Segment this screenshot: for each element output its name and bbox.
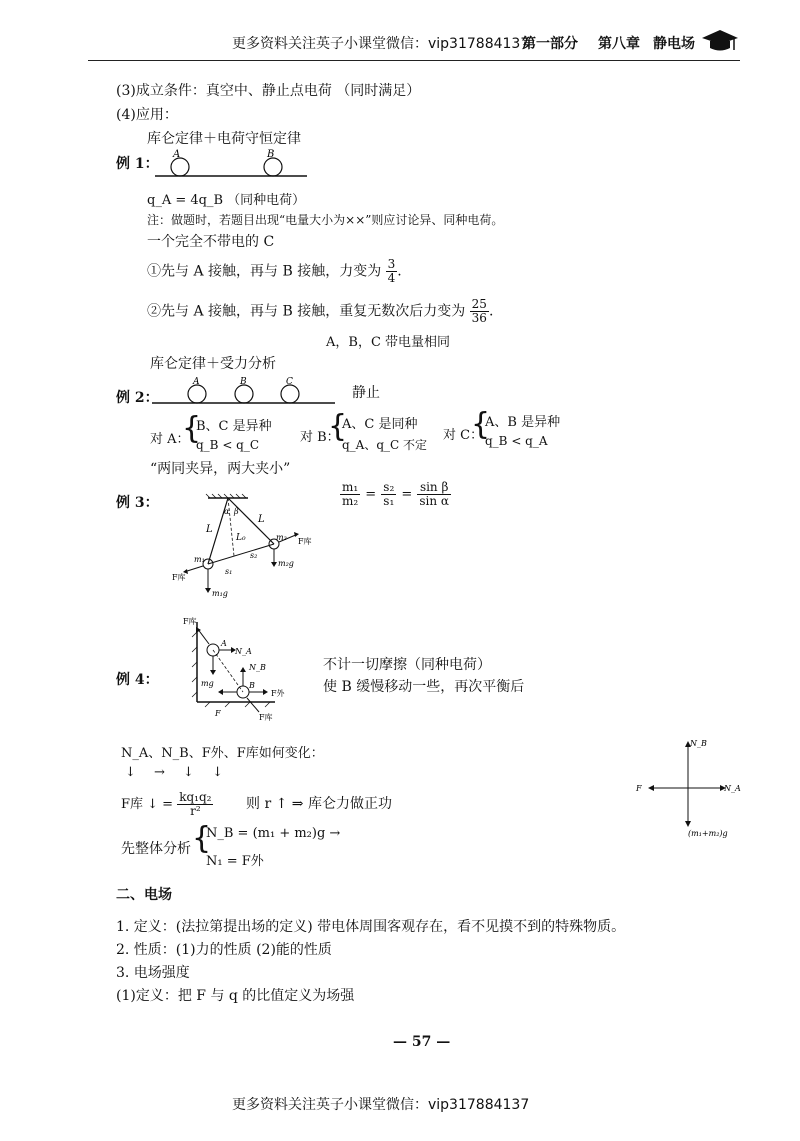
svg-text:F库: F库: [183, 617, 197, 626]
svg-text:F库: F库: [172, 573, 186, 582]
example-4-then: 则 r ↑ ⇒ 库仑力做正功: [246, 796, 392, 812]
svg-text:β: β: [234, 507, 239, 516]
step2-text: ②先与 A 接触，再与 B 接触，重复无数次后力变为: [147, 303, 466, 320]
example-4-na: N₁ = F外: [206, 854, 264, 869]
header-watermark: 更多资料关注英子小课堂微信：vip317884137: [232, 36, 530, 52]
ex1-ball-b-label: B: [267, 149, 275, 160]
example-1-step2: ②先与 A 接触，再与 B 接触，重复无数次后力变为 $\frac{25}{36}$ .: [147, 297, 494, 325]
header-chapter: 第八章: [598, 36, 640, 52]
brace-a: {: [182, 411, 202, 446]
example-1-equation: q_A = 4q_B （同种电荷）: [147, 193, 306, 208]
example-4-arrows: ↓ → ↓ ↓: [125, 765, 223, 780]
example-4-label: 例 4：: [116, 672, 159, 688]
svg-text:s₂: s₂: [250, 551, 258, 560]
example-3-label: 例 3：: [116, 495, 159, 511]
example-4-diagram: [175, 612, 295, 724]
svg-text:m₂g: m₂g: [278, 559, 294, 568]
example-2-static: 静止: [352, 385, 380, 401]
svg-text:N_A: N_A: [235, 647, 252, 656]
axis-nb-label: N_B: [690, 739, 707, 748]
svg-text:α: α: [224, 507, 230, 516]
fraction-25-36: $\frac{25}{36}$: [471, 297, 487, 325]
example-4-question: N_A、N_B、F外、F库如何变化：: [121, 746, 324, 761]
svg-text:m₁: m₁: [194, 555, 205, 564]
coulomb-conservation-line: 库仑定律＋电荷守恒定律: [147, 131, 301, 147]
svg-text:L₀: L₀: [236, 533, 246, 543]
field-strength: 3. 电场强度: [116, 965, 190, 981]
example-2-diagram: [150, 374, 340, 408]
brace-c: {: [471, 407, 491, 442]
example-4-text1: 不计一切摩擦（同种电荷）: [323, 657, 491, 673]
svg-text:A: A: [221, 639, 227, 648]
example-1-note: 注：做题时，若题目出现“电量大小为××”则应讨论异、同种电荷。: [147, 213, 504, 227]
svg-text:F库: F库: [298, 537, 312, 546]
ex2-c-line1: A、B 是异种: [485, 415, 561, 430]
ex2-ball-a-label: A: [193, 377, 200, 387]
graduation-cap-icon: [700, 24, 740, 54]
svg-text:L: L: [258, 514, 265, 525]
page-number: — 57 —: [393, 1034, 451, 1050]
ex2-a-line1: B、C 是异种: [196, 419, 272, 434]
field-strength-definition: (1)定义：把 F 与 q 的比值定义为场强: [116, 988, 355, 1004]
svg-text:N_B: N_B: [249, 663, 266, 672]
example-4-nb: N_B = (m₁ + m₂)g →: [206, 826, 341, 841]
svg-text:F外: F外: [271, 689, 285, 698]
application-line: (4)应用：: [116, 107, 178, 123]
svg-text:mg: mg: [201, 679, 214, 688]
header-chapter-title: 静电场: [653, 36, 695, 52]
example-2-for-b: 对 B：: [300, 430, 340, 445]
footer-watermark: 更多资料关注英子小课堂微信：vip317884137: [232, 1097, 530, 1113]
svg-text:B: B: [249, 681, 255, 690]
ex2-b-line1: A、C 是同种: [342, 417, 418, 432]
example-4-coulomb: F库 ↓ = $\frac{\text{kq₁q₂}}{\text{r²}}$: [121, 790, 212, 818]
example-1-label: 例 1：: [116, 156, 159, 172]
example-2-label: 例 2：: [116, 390, 159, 406]
example-3-diagram: [170, 492, 320, 602]
ex2-b-line2: q_A、q_C 不定: [342, 438, 428, 452]
coulomb-force-line: 库仑定律＋受力分析: [150, 356, 276, 372]
axis-f-label: F: [636, 784, 642, 793]
step1-text: ①先与 A 接触，再与 B 接触，力变为: [147, 263, 382, 280]
example-1-step1: ①先与 A 接触，再与 B 接触，力变为 $\frac{3}{4}$ .: [147, 257, 402, 285]
field-heading: 二、电场: [116, 887, 172, 903]
svg-text:F库: F库: [259, 713, 273, 722]
header-rule: [88, 60, 740, 61]
example-3-formula: $\frac{\text{m₁}}{\text{m₂}}$ = $\frac{\text{s₂}}{\text{s₁}}$ = $\frac{\text{sin β}}{\text{sin α}}$: [342, 480, 450, 508]
ex2-ball-b-label: B: [240, 377, 247, 387]
svg-text:m₂: m₂: [276, 533, 287, 542]
brace-whole: {: [192, 821, 212, 856]
field-property: 2. 性质：(1)力的性质 (2)能的性质: [116, 942, 332, 958]
fraction-three-quarters: $\frac{3}{4}$: [387, 257, 396, 285]
example-2-for-a: 对 A：: [150, 432, 190, 447]
example-2-for-c: 对 C：: [443, 428, 484, 443]
svg-text:F: F: [215, 709, 221, 718]
ex2-ball-c-label: C: [286, 377, 293, 387]
condition-line: (3)成立条件：真空中、静止点电荷 （同时满足）: [116, 83, 421, 99]
ex2-a-line2: q_B < q_C: [196, 438, 260, 452]
example-4-whole: 先整体分析: [121, 841, 191, 857]
svg-text:L: L: [206, 524, 213, 535]
svg-text:m₁g: m₁g: [212, 589, 228, 598]
example-1-same-charge: A，B，C 带电量相同: [326, 335, 451, 350]
example-4-text2: 使 B 缓慢移动一些，再次平衡后: [323, 679, 525, 695]
field-definition: 1. 定义：(法拉第提出场的定义) 带电体周围客观存在，看不见摸不到的特殊物质。: [116, 919, 626, 935]
header-section: 第一部分: [522, 36, 578, 52]
force-axes-diagram: [628, 733, 741, 841]
example-2-rule: “两同夹异，两大夹小”: [150, 461, 291, 477]
ex1-ball-a-label: A: [173, 149, 181, 160]
ex2-c-line2: q_B < q_A: [485, 434, 548, 448]
axis-na-label: N_A: [724, 784, 741, 793]
example-1-neutral: 一个完全不带电的 C: [147, 234, 275, 250]
svg-text:s₁: s₁: [225, 567, 233, 576]
axis-weight-label: (m₁+m₂)g: [688, 829, 728, 838]
brace-b: {: [328, 409, 348, 444]
example-1-diagram: [155, 148, 315, 182]
